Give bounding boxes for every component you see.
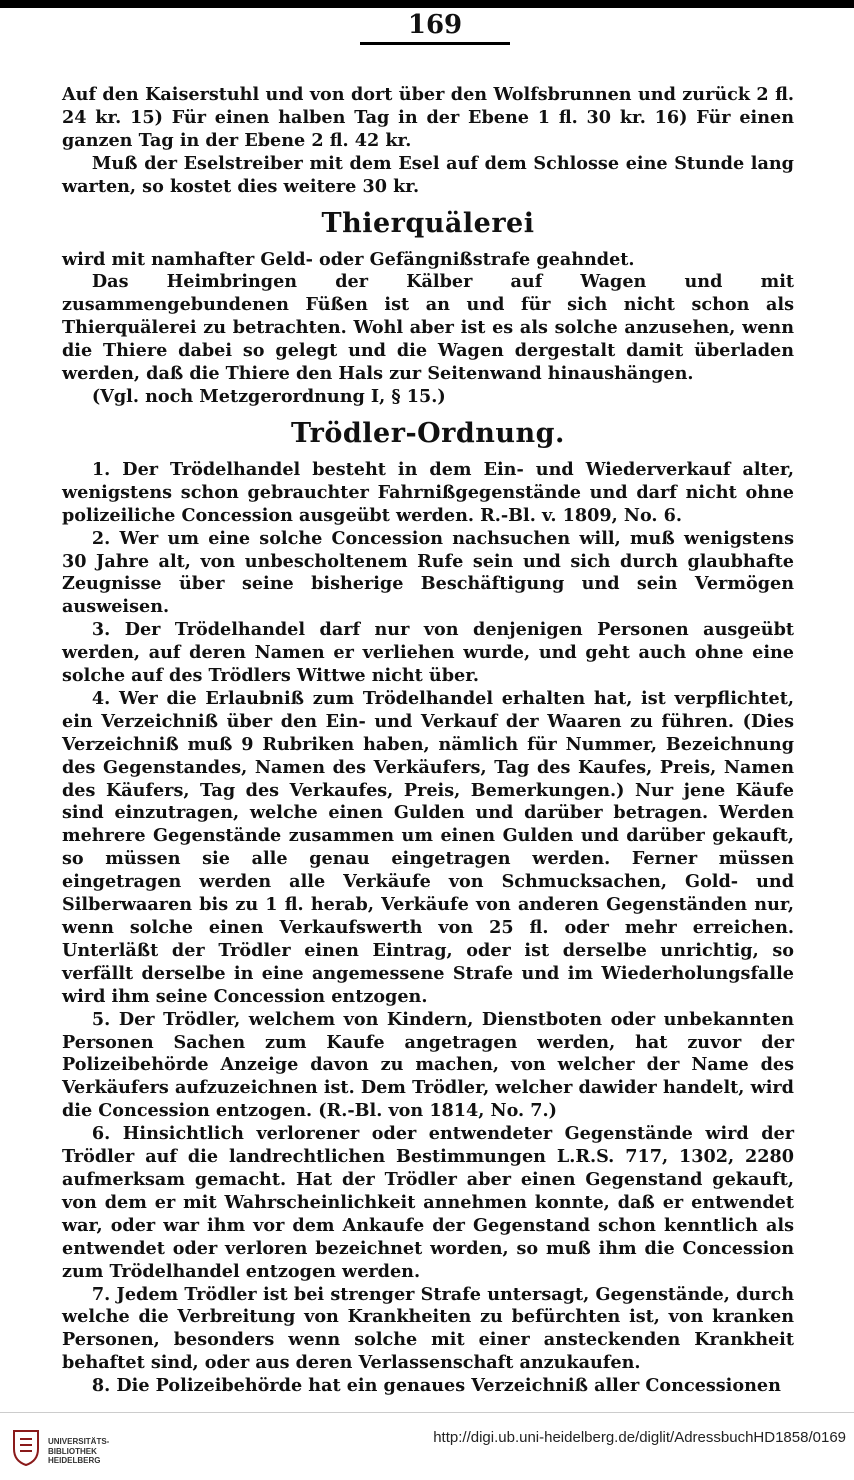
page-number-rule [360,42,510,45]
library-seal-icon [10,1427,42,1467]
university-library-logo[interactable] [10,1427,130,1467]
troedler-paragraph-4: 4. Wer die Erlaubniß zum Trödelhandel erhalten hat, ist verpflichtet, ein Verzeichniß über den Ein- und Verkauf der Waaren zu führen. (Dies Verzeichniß muß 9 Rubriken haben, nämlich für Nummer, Bezeichnung des Gegenstandes, Namen des Verkäufers, Tag des Kaufes, Preis, Namen des Käufers, Tag des Verkaufes, Preis, Bemerkungen.) Nur jene Käufe sind einzutragen, welche einen Gulden und darüber betragen. Werden mehrere Gegenstände zusammen um einen Gulden und darüber gekauft, so müssen sie alle genau eingetragen werden. Ferner müssen eingetragen werden alle Verkäufe von Schmucksachen, Gold- und Silberwaaren bis zu 1 fl. herab, Verkäufe von anderen Gegenständen nur, wenn solche einen Verkaufswerth von 25 fl. oder mehr erreichen. Unterläßt der Trödler einen Eintrag, oder ist derselbe unrichtig, so verfällt derselbe in eine angemessene Strafe und im Wiederholungsfalle wird ihm seine Concession entzogen. [62,687,794,1007]
troedler-paragraph-8: 8. Die Polizeibehörde hat ein genaues Verzeichniß aller Concessionen [91,1375,781,1397]
troedler-paragraph-2: 2. Wer um eine solche Concession nachsuchen will, muß wenigstens 30 Jahre alt, von unbescholtenem Rufe sein und sich durch glaubhafte Zeugnisse über seine bisherige Beschäftigung und sein Vermögen ausweisen. [62,527,794,618]
page-body [62,84,794,1398]
troedler-paragraph-6: 6. Hinsichtlich verlorener oder entwendeter Gegenstände wird der Trödler auf die landrechtlichen Bestimmungen L.R.S. 717, 1302, 2280 aufmerksam gemacht. Hat der Trödler aber einen Gegenstand gekauft, von dem er mit Wahrscheinlichkeit annehmen konnte, daß er entwendet war, oder war ihm vor dem Ankaufe der Gegenstand schon kenntlich als entwendet oder verloren bezeichnet worden, so muß ihm die Concession zum Trödelhandel entzogen werden. [62,1123,794,1282]
logo-wordmark [48,1437,109,1466]
section1-reference: (Vgl. noch Metzgerordnung I, § 15.) [91,385,446,407]
troedler-paragraph-7: 7. Jedem Trödler ist bei strenger Strafe untersagt, Gegenstände, durch welche die Verbreitung von Krankheiten zu befürchten ist, von kranken Personen, besonders wenn solche mit einer ansteckenden Krankheit behaftet sind, oder aus deren Verlassenschaft anzukaufen. [62,1283,794,1374]
logo-line-3: HEIDELBERG [48,1456,101,1465]
footer-bar [0,1412,854,1480]
section-title-troedler-ordnung: Trödler-Ordnung. [291,417,565,449]
intro-paragraph-1: Auf den Kaiserstuhl und von dort über den Wolfsbrunnen und zurück 2 fl. 24 kr. 15) Für einen halben Tag in der Ebene 1 fl. 30 kr. 16) Für einen ganzen Tag in der Ebene 2 fl. 42 kr. [62,84,794,151]
source-url-link[interactable]: http://digi.ub.uni-heidelberg.de/diglit/AdressbuchHD1858/0169 [433,1429,846,1446]
troedler-paragraph-1: 1. Der Trödelhandel besteht in dem Ein- und Wiederverkauf alter, wenigstens schon gebrauchter Fahrnißgegenstände und darf nicht ohne polizeiliche Concession ausgeübt werden. R.-Bl. v. 1809, No. 6. [62,458,794,526]
troedler-paragraph-3: 3. Der Trödelhandel darf nur von denjenigen Personen ausgeübt werden, auf deren Namen er verliehen wurde, und geht auch ohne eine solche auf des Trödlers Wittwe nicht über. [62,619,794,687]
page-number: 169 [407,10,463,40]
intro-paragraph-2: Muß der Eselstreiber mit dem Esel auf dem Schlosse eine Stunde lang warten, so kostet dies weitere 30 kr. [62,152,794,197]
section1-first-line: wird mit namhafter Geld- oder Gefängnißstrafe geahndet. [62,248,635,270]
logo-line-2: BIBLIOTHEK [48,1446,97,1456]
scan-top-border [0,0,854,8]
section-title-thierquaelerei: Thierquälerei [321,207,535,239]
section1-paragraph: Das Heimbringen der Kälber auf Wagen und mit zusammengebundenen Füßen ist an und für sich nicht schon als Thierquälerei zu betrachten. Wohl aber ist es als solche anzusehen, wenn die Thiere dabei so gelegt und die Wagen dergestalt damit überladen werden, daß die Thiere den Hals zur Seitenwand hinaushängen. [62,271,794,385]
logo-line-1: UNIVERSITÄTS- [48,1437,110,1446]
troedler-paragraph-5: 5. Der Trödler, welchem von Kindern, Dienstboten oder unbekannten Personen Sachen zum Kaufe angetragen werden, hat zuvor der Polizeibehörde Anzeige davon zu machen, von welcher der Name des Verkäufers aufzuzeichnen ist. Dem Trödler, welcher dawider handelt, wird die Concession entzogen. (R.-Bl. von 1814, No. 7.) [62,1008,794,1122]
